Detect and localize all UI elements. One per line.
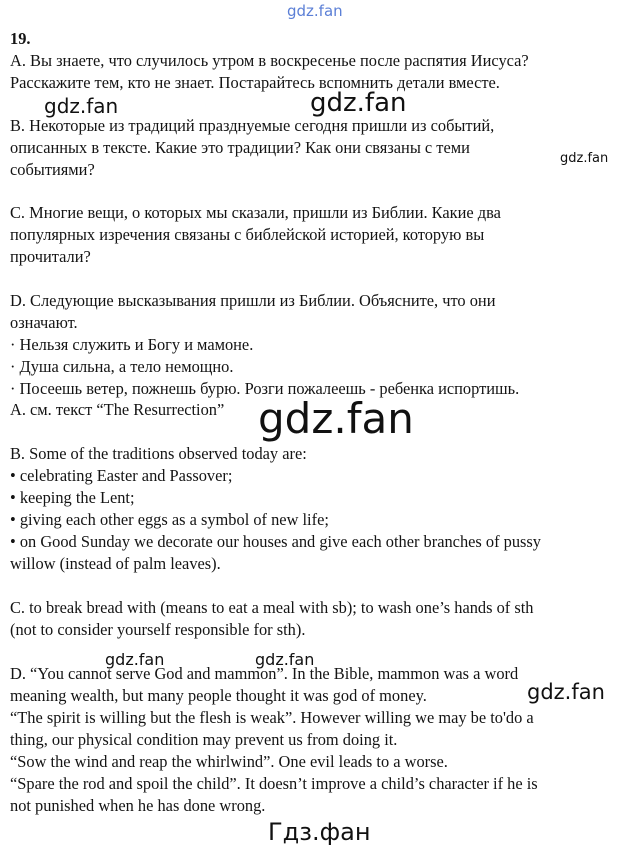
watermark-top: gdz.fan	[287, 2, 343, 20]
watermark: gdz.fan	[255, 650, 315, 669]
watermark: gdz.fan	[560, 151, 609, 166]
question-line: B. Некоторые из традиций празднуемые сегодня пришли из событий,	[10, 116, 495, 135]
question-bullet: · Посеешь ветер, пожнешь бурю. Розги пожалеешь - ребенка испортишь.	[10, 379, 520, 398]
question-line: популярных изречения связаны с библейской историей, которую вы	[10, 225, 485, 244]
question-line: A. Вы знаете, что случилось утром в воскресенье после распятия Иисуса?	[10, 51, 529, 70]
answer-line: not punished when he has done wrong.	[10, 796, 266, 815]
answer-line: (not to consider yourself responsible for sth).	[10, 620, 306, 639]
answer-line: D. “You cannot serve God and mammon”. In the Bible, mammon was a word	[10, 664, 519, 683]
question-line: прочитали?	[10, 247, 91, 266]
watermark: gdz.fan	[527, 680, 605, 704]
answer-line: “The spirit is willing but the flesh is weak”. However willing we may be to'do a	[10, 708, 534, 727]
watermark: gdz.fan	[105, 650, 165, 669]
answer-bullet: • keeping the Lent;	[10, 488, 135, 507]
answer-line: “Spare the rod and spoil the child”. It doesn’t improve a child’s character if he is	[10, 774, 538, 793]
question-line: C. Многие вещи, о которых мы сказали, пришли из Библии. Какие два	[10, 203, 501, 222]
answer-line: meaning wealth, but many people thought it was god of money.	[10, 686, 427, 705]
question-bullet: · Нельзя служить и Богу и мамоне.	[10, 335, 254, 354]
question-bullet: · Душа сильна, а тело немощно.	[10, 357, 234, 376]
task-number: 19.	[10, 29, 31, 48]
answer-bullet: • celebrating Easter and Passover;	[10, 466, 233, 485]
watermark: gdz.fan	[44, 94, 119, 118]
question-line: описанных в тексте. Какие это традиции? Как они связаны с теми	[10, 138, 470, 157]
answer-bullet: • on Good Sunday we decorate our houses and give each other branches of pussy	[10, 532, 541, 551]
answer-line: B. Some of the traditions observed today are:	[10, 444, 307, 463]
question-line: событиями?	[10, 160, 95, 179]
question-line: означают.	[10, 313, 78, 332]
answer-bullet: • giving each other eggs as a symbol of new life;	[10, 510, 329, 529]
question-line: D. Следующие высказывания пришли из Библии. Объясните, что они	[10, 291, 496, 310]
answer-line: C. to break bread with (means to eat a meal with sb); to wash one’s hands of sth	[10, 598, 534, 617]
answer-line: “Sow the wind and reap the whirlwind”. One evil leads to a worse.	[10, 752, 448, 771]
answer-line: thing, our physical condition may prevent us from doing it.	[10, 730, 398, 749]
watermark-large: gdz.fan	[258, 394, 414, 443]
answer-line: A. см. текст “The Resurrection”	[10, 400, 225, 419]
answer-line: willow (instead of palm leaves).	[10, 554, 221, 573]
watermark-bottom: Гдз.фан	[268, 818, 371, 846]
question-line: Расскажите тем, кто не знает. Постарайтесь вспомнить детали вместе.	[10, 73, 500, 92]
watermark: gdz.fan	[310, 88, 407, 118]
